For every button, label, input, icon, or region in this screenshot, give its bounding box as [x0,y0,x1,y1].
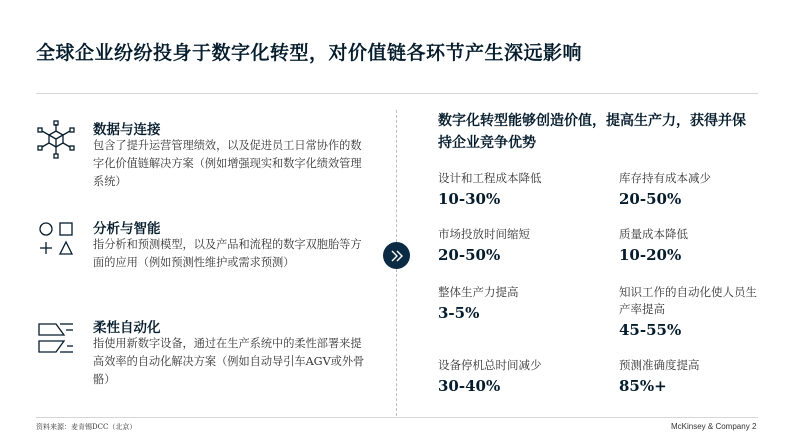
slide-title: 全球企业纷纷投身于数字化转型，对价值链各环节产生深远影响 [36,42,583,64]
brand-name: McKinsey & Company [671,422,750,431]
metric-value: 10-20% [619,246,682,264]
metric-item [619,226,789,264]
metric-item [438,284,608,322]
metric-label: 市场投放时间缩短 [438,227,530,241]
metric-item [438,226,608,264]
metric-value: 10-30% [438,190,501,208]
page-number: 2 [752,422,757,431]
metric-label: 设计和工程成本降低 [438,171,542,185]
analytics-intelligence-icon [36,219,76,259]
metric-item [619,284,759,339]
metric-item [438,357,608,395]
metric-value: 20-50% [438,246,501,264]
metric-label: 预测准确度提高 [619,358,700,372]
lever-description: 包含了提升运营管理绩效，以及促进员工日常协作的数字化价值链解决方案（例如增强现实和数字化绩效管理系统） [93,139,362,188]
metric-label: 知识工作的自动化使人员生产率提高 [619,285,757,316]
bottom-divider [36,417,758,418]
metric-label: 质量成本降低 [619,227,688,241]
lever-description: 指分析和预测模型，以及产品和流程的数字双胞胎等方面的应用（例如预测性维护或需求预测） [93,238,362,269]
lever-description: 指使用新数字设备，通过在生产系统中的柔性部署来提高效率的自动化解决方案（例如自动导引车AGV或外骨骼） [93,337,365,386]
metric-item [438,170,608,208]
lever-heading: 柔性自动化 [93,320,161,336]
metric-label: 设备停机总时间减少 [438,358,542,372]
metric-value: 30-40% [438,377,501,395]
impact-heading: 数字化转型能够创造价值，提高生产力，获得并保持企业竞争优势 [438,113,746,151]
source-note: 资料来源：麦肯锡DCC（北京） [36,423,137,431]
flexible-automation-icon [36,318,76,358]
top-divider [36,93,758,94]
lever-heading: 分析与智能 [93,221,161,237]
metric-item [619,357,789,395]
metric-value: 45-55% [619,321,682,339]
metric-label: 库存持有成本减少 [619,171,711,185]
metric-label: 整体生产力提高 [438,285,519,299]
metric-value: 85%+ [619,377,667,395]
chevron-right-icon [383,242,410,269]
metric-value: 3-5% [438,304,480,322]
lever-heading: 数据与连接 [93,122,161,138]
metric-value: 20-50% [619,190,682,208]
data-connectivity-icon [36,120,76,160]
metric-item [619,170,789,208]
